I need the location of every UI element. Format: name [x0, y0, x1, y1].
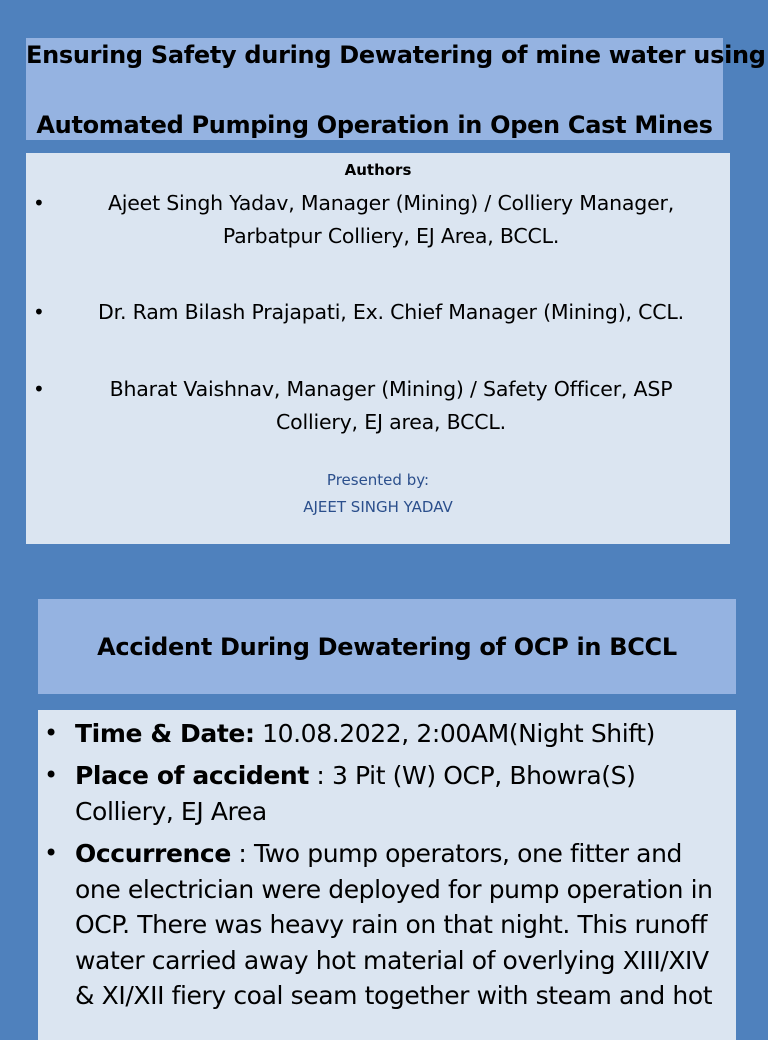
- detail-item-place: [38, 758, 736, 829]
- authors-box: [26, 153, 730, 544]
- detail-text: : Two pump operators, one fitter and one electrician were deployed for pump operation in OCP. There was heavy rain on that night. This runoff water carried away hot material of overlying XIII/XIV & XI/XII fiery coal seam together with steam and hot: [75, 839, 713, 1010]
- detail-label: Time & Date:: [75, 719, 255, 748]
- slide1-title-line-1: Ensuring Safety during Dewatering of mine water using: [26, 41, 766, 69]
- bullet-icon: •: [44, 719, 58, 747]
- slide1-title-line-2: Automated Pumping Operation in Open Cast Mines: [36, 111, 713, 139]
- bullet-icon: •: [44, 761, 58, 789]
- detail-label: Place of accident: [75, 761, 309, 790]
- detail-item-occurrence: [38, 836, 736, 1014]
- presented-by-label: Presented by:: [326, 471, 430, 489]
- slide1-title-box: [26, 38, 766, 140]
- author-item: [26, 187, 730, 253]
- slide2-title: Accident During Dewatering of OCP in BCCL: [97, 633, 677, 661]
- bullet-icon: •: [33, 191, 45, 215]
- bullet-icon: •: [33, 377, 45, 401]
- author-item: [26, 373, 730, 439]
- slide2-title-box: [38, 599, 736, 694]
- accident-details-box: [38, 710, 736, 1040]
- bullet-icon: •: [44, 839, 58, 867]
- detail-text: : 3 Pit (W) OCP, Bhowra(S) Colliery, EJ Area: [75, 761, 636, 826]
- bullet-icon: •: [33, 300, 45, 324]
- detail-item-time: [38, 716, 736, 752]
- author-text: Bharat Vaishnav, Manager (Mining) / Safety Officer, ASP Colliery, EJ area, BCCL.: [109, 377, 673, 434]
- presenter-name: AJEET SINGH YADAV: [303, 498, 453, 516]
- detail-text: 10.08.2022, 2:00AM(Night Shift): [254, 719, 656, 748]
- author-text: Dr. Ram Bilash Prajapati, Ex. Chief Manager (Mining), CCL.: [98, 300, 684, 324]
- author-text: Ajeet Singh Yadav, Manager (Mining) / Colliery Manager, Parbatpur Colliery, EJ Area, BCCL.: [107, 191, 675, 248]
- detail-label: Occurrence: [75, 839, 231, 868]
- author-item: [26, 296, 730, 329]
- authors-heading: Authors: [344, 161, 412, 179]
